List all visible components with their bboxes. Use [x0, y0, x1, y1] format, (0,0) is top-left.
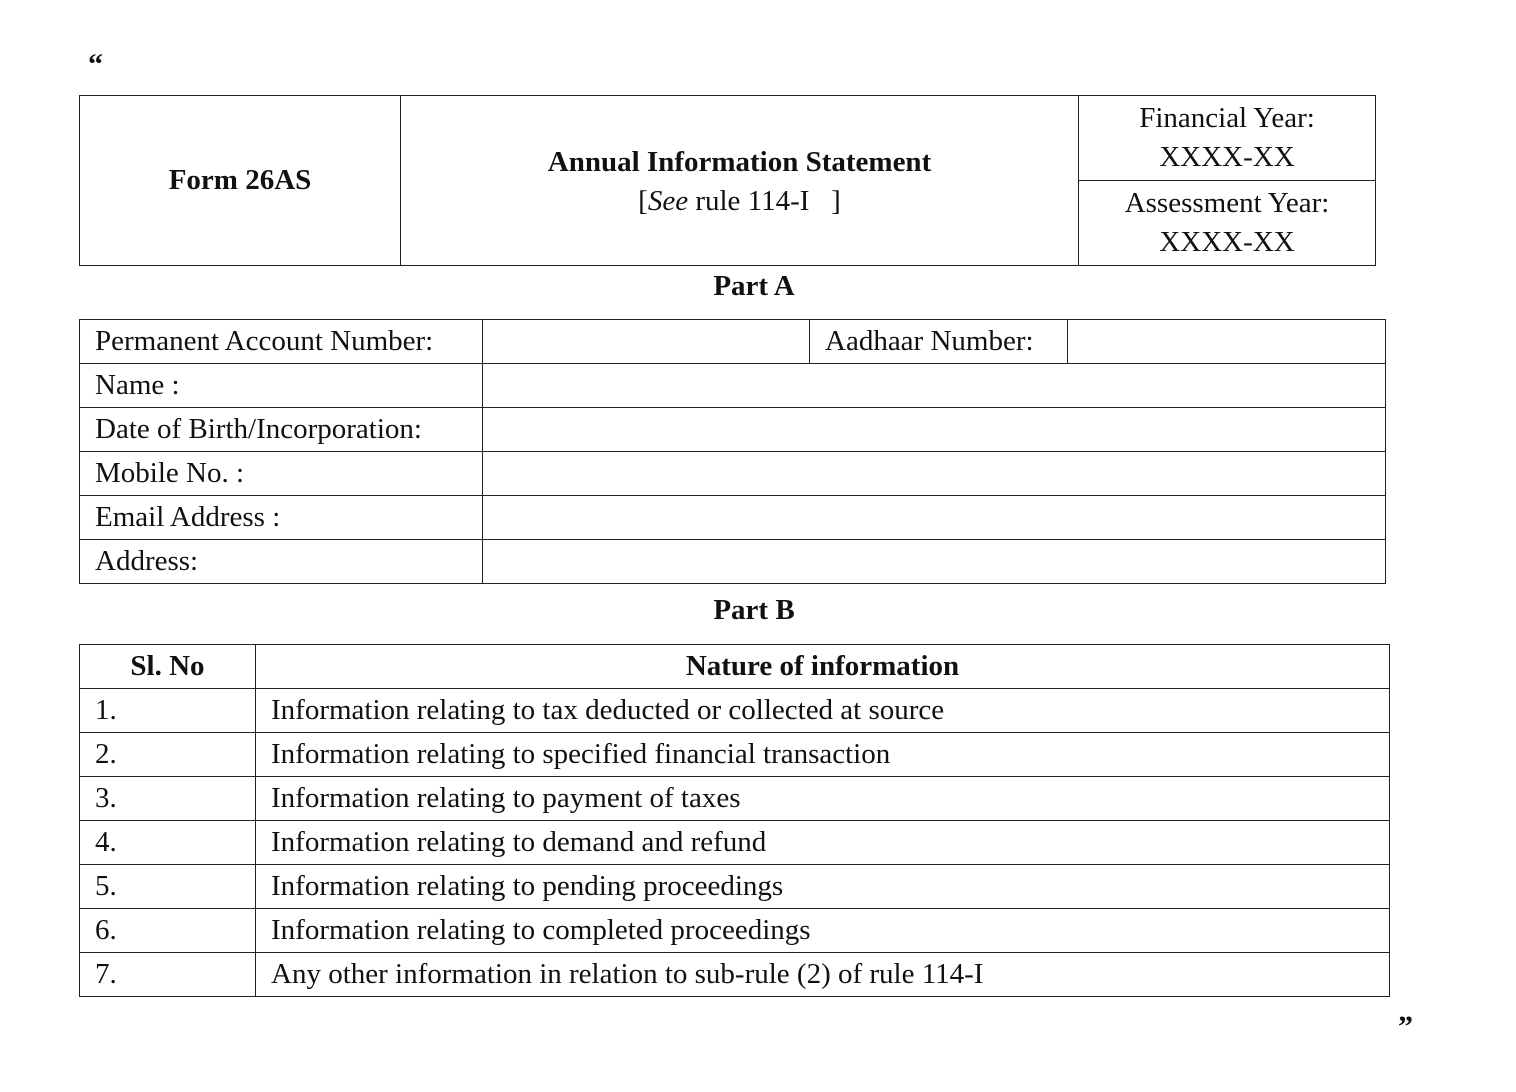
mobile-row: [80, 452, 1386, 496]
nature-cell: Information relating to pending proceedings: [256, 865, 1390, 909]
nature-cell: Information relating to completed proceedings: [256, 909, 1390, 953]
sl-no-cell: 2.: [80, 733, 256, 777]
sl-no-header: Sl. No: [80, 645, 256, 689]
sl-no-cell: 1.: [80, 689, 256, 733]
assessment-year-label: Assessment Year:: [1124, 187, 1330, 219]
nature-cell: Any other information in relation to sub-rule (2) of rule 114-I: [256, 953, 1390, 997]
sl-no-cell: 3.: [80, 777, 256, 821]
table-row: [80, 953, 1390, 997]
email-row: [80, 496, 1386, 540]
table-row: [80, 689, 1390, 733]
financial-year-value: XXXX-XX: [1159, 141, 1295, 173]
rule-reference: [See rule 114-I ]: [638, 184, 841, 217]
form-header-table: [79, 95, 1376, 266]
nature-header: Nature of information: [256, 645, 1390, 689]
rule-see-word: See: [647, 184, 689, 217]
opening-quote-mark: “: [88, 48, 103, 81]
statement-title-cell: [401, 96, 1079, 266]
sl-no-cell: 4.: [80, 821, 256, 865]
table-row: [80, 909, 1390, 953]
statement-title: Annual Information Statement: [547, 145, 932, 178]
aadhaar-label: Aadhaar Number:: [810, 320, 1068, 364]
table-row: [80, 821, 1390, 865]
nature-cell: Information relating to demand and refund: [256, 821, 1390, 865]
email-value: [483, 496, 1386, 540]
table-row: [80, 777, 1390, 821]
dob-row: [80, 408, 1386, 452]
nature-cell: Information relating to tax deducted or collected at source: [256, 689, 1390, 733]
name-row: [80, 364, 1386, 408]
form-name: Form 26AS: [80, 96, 401, 266]
pan-value: [483, 320, 810, 364]
aadhaar-value: [1068, 320, 1386, 364]
name-label: Name :: [80, 364, 483, 408]
mobile-value: [483, 452, 1386, 496]
address-label: Address:: [80, 540, 483, 584]
name-value: [483, 364, 1386, 408]
part-a-table: [79, 319, 1386, 584]
email-label: Email Address :: [80, 496, 483, 540]
mobile-label: Mobile No. :: [80, 452, 483, 496]
sl-no-cell: 6.: [80, 909, 256, 953]
dob-value: [483, 408, 1386, 452]
nature-cell: Information relating to specified financial transaction: [256, 733, 1390, 777]
financial-year-label: Financial Year:: [1139, 102, 1315, 134]
table-row: [80, 865, 1390, 909]
address-value: [483, 540, 1386, 584]
financial-year-cell: [1079, 96, 1376, 181]
assessment-year-value: XXXX-XX: [1159, 226, 1295, 258]
closing-quote-mark: ”: [1398, 1010, 1413, 1043]
pan-aadhaar-row: [80, 320, 1386, 364]
address-row: [80, 540, 1386, 584]
sl-no-cell: 7.: [80, 953, 256, 997]
assessment-year-cell: [1079, 181, 1376, 266]
dob-label: Date of Birth/Incorporation:: [80, 408, 483, 452]
part-b-header-row: [80, 645, 1390, 689]
part-b-title: Part B: [713, 594, 795, 626]
nature-cell: Information relating to payment of taxes: [256, 777, 1390, 821]
part-a-title: Part A: [713, 270, 795, 302]
sl-no-cell: 5.: [80, 865, 256, 909]
part-b-table: [79, 644, 1390, 997]
pan-label: Permanent Account Number:: [80, 320, 483, 364]
table-row: [80, 733, 1390, 777]
